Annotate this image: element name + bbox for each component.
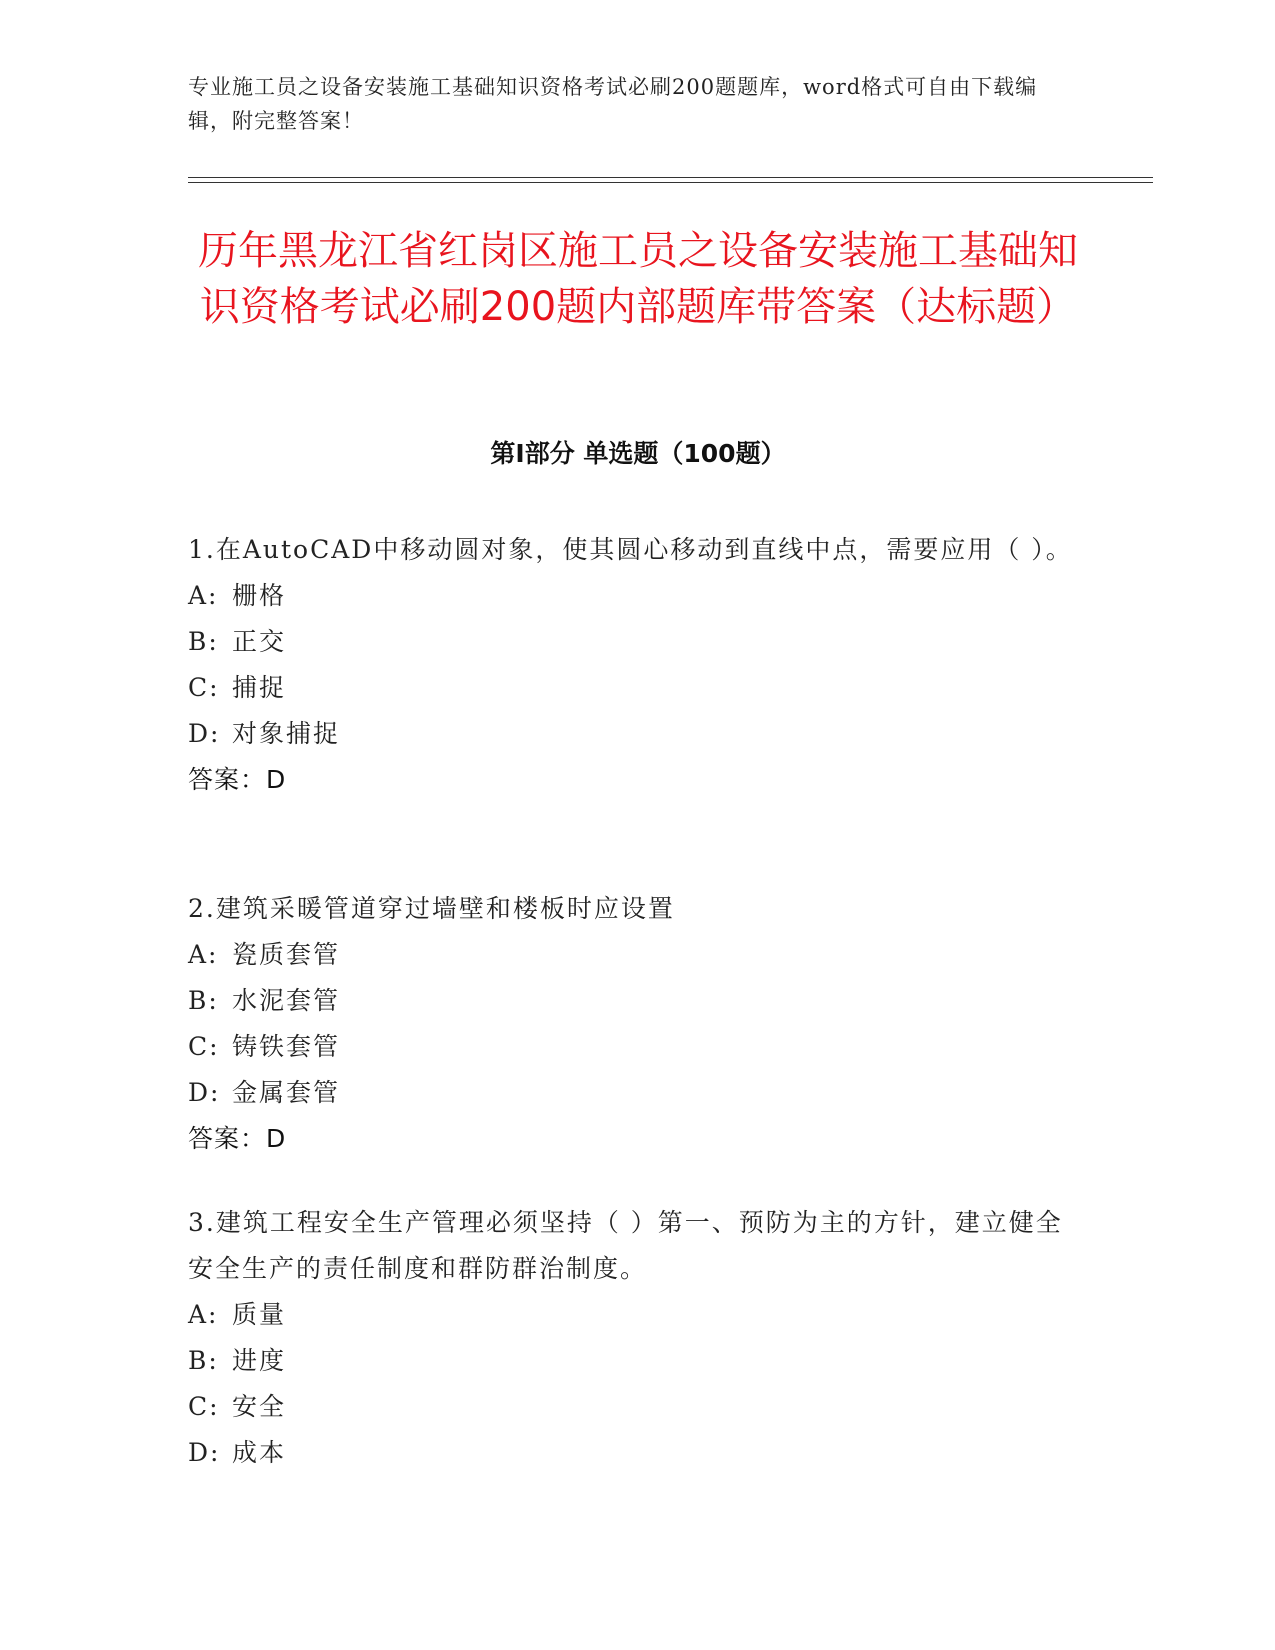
option-text: 金属套管 xyxy=(232,1078,341,1107)
question-stem: 2.建筑采暖管道穿过墙壁和楼板时应设置 xyxy=(188,894,675,923)
option-letter: D: xyxy=(188,1078,221,1107)
option-text: 捕捉 xyxy=(232,673,287,702)
option-letter: D: xyxy=(188,1438,221,1467)
option-letter: B: xyxy=(188,627,219,656)
option-letter: D: xyxy=(188,719,221,748)
option-text: 对象捕捉 xyxy=(232,719,341,748)
option-text: 安全 xyxy=(232,1392,287,1421)
option-d xyxy=(188,1430,1088,1476)
question-2 xyxy=(188,886,1088,1162)
option-text: 质量 xyxy=(232,1300,287,1329)
option-letter: B: xyxy=(188,1346,219,1375)
option-c xyxy=(188,1384,1088,1430)
section-heading: 第Ⅰ部分 单选题（100题） xyxy=(490,439,786,468)
option-letter: C: xyxy=(188,1392,220,1421)
answer-line: 答案：D xyxy=(188,1124,287,1153)
option-d xyxy=(188,1070,1088,1116)
answer-line: 答案：D xyxy=(188,765,287,794)
option-letter: C: xyxy=(188,673,220,702)
option-letter: C: xyxy=(188,1032,220,1061)
header-divider-top xyxy=(188,177,1153,178)
option-d xyxy=(188,711,1088,757)
question-stem: 3.建筑工程安全生产管理必须坚持（ ）第一、预防为主的方针，建立健全安全生产的责任制度和群防群治制度。 xyxy=(188,1208,1063,1283)
option-a xyxy=(188,1292,1088,1338)
document-title: 历年黑龙江省红岗区施工员之设备安装施工基础知识资格考试必刷200题内部题库带答案（达标题） xyxy=(198,228,1078,330)
option-text: 栅格 xyxy=(232,581,287,610)
option-letter: B: xyxy=(188,986,219,1015)
option-text: 水泥套管 xyxy=(232,986,341,1015)
option-c xyxy=(188,1024,1088,1070)
option-b xyxy=(188,619,1088,665)
option-text: 铸铁套管 xyxy=(232,1032,341,1061)
option-a xyxy=(188,573,1088,619)
question-1 xyxy=(188,527,1088,803)
option-text: 进度 xyxy=(232,1346,287,1375)
question-3 xyxy=(188,1200,1088,1476)
option-letter: A: xyxy=(188,581,219,610)
header-note: 专业施工员之设备安装施工基础知识资格考试必刷200题题库，word格式可自由下载编辑，附完整答案！ xyxy=(188,75,1038,133)
option-b xyxy=(188,978,1088,1024)
option-text: 成本 xyxy=(232,1438,287,1467)
option-a xyxy=(188,932,1088,978)
option-text: 正交 xyxy=(232,627,287,656)
header-divider-bottom xyxy=(188,182,1153,183)
option-text: 瓷质套管 xyxy=(232,940,341,969)
option-letter: A: xyxy=(188,940,219,969)
question-stem: 1.在AutoCAD中移动圆对象，使其圆心移动到直线中点，需要应用（ ）。 xyxy=(188,535,1073,564)
option-b xyxy=(188,1338,1088,1384)
option-c xyxy=(188,665,1088,711)
option-letter: A: xyxy=(188,1300,219,1329)
